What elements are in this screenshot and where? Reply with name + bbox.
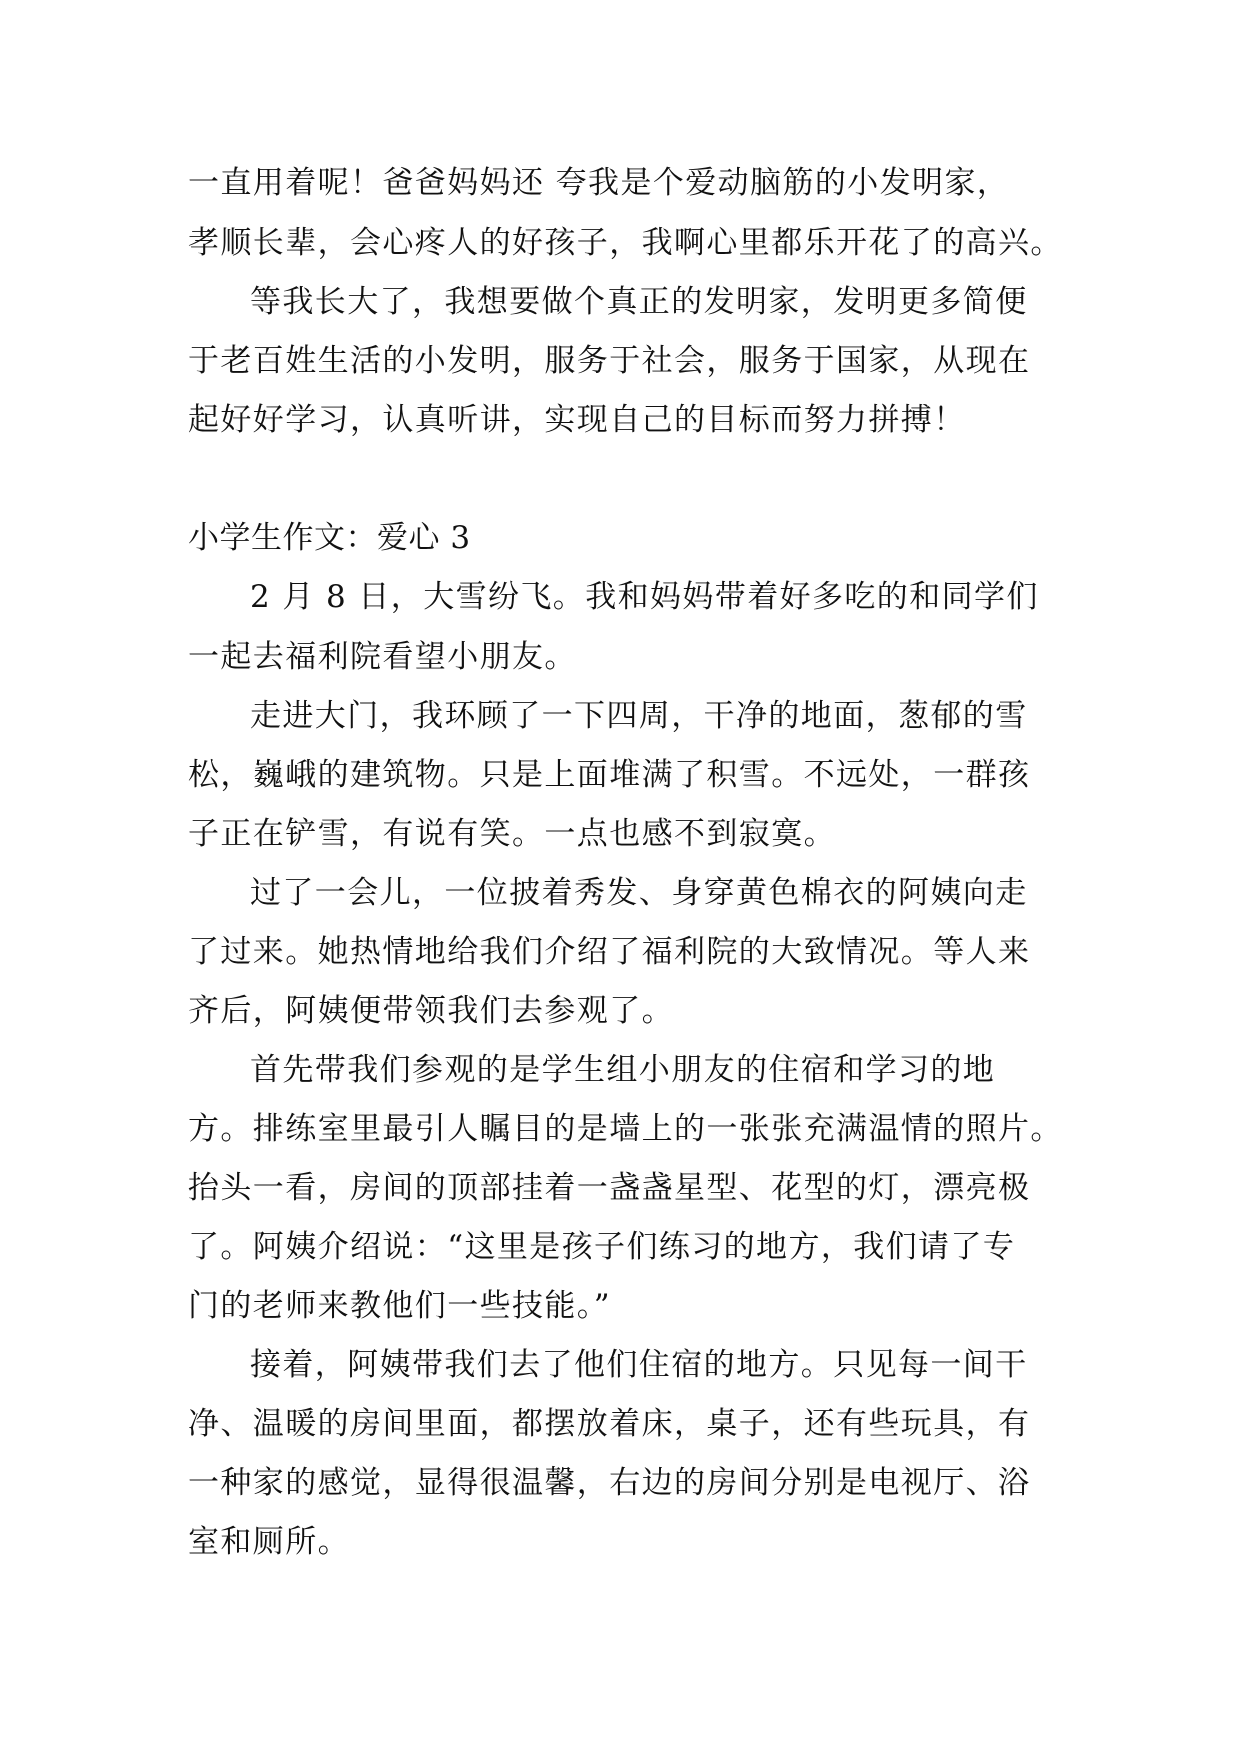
text-line: 过了一会儿，一位披着秀发、身穿黄色棉衣的阿姨向走 (250, 875, 1028, 911)
text-line: 孝顺长辈，会心疼人的好孩子，我啊心里都乐开花了的高兴。 (188, 225, 1063, 261)
text-line: 净、温暖的房间里面，都摆放着床，桌子，还有些玩具，有 (188, 1406, 1031, 1442)
text-line: 首先带我们参观的是学生组小朋友的住宿和学习的地 (250, 1052, 996, 1088)
text-line: 等我长大了，我想要做个真正的发明家，发明更多简便 (250, 284, 1028, 320)
section-heading: 小学生作文：爱心 3 (188, 520, 471, 556)
text-line: 门的老师来教他们一些技能。” (188, 1288, 611, 1324)
text-line: 2 月 8 日，大雪纷飞。我和妈妈带着好多吃的和同学们 (250, 579, 1039, 615)
text-line: 室和厕所。 (188, 1524, 350, 1560)
text-line: 抬头一看，房间的顶部挂着一盏盏星型、花型的灯，漂亮极 (188, 1170, 1031, 1206)
text-line: 起好好学习，认真听讲，实现自己的目标而努力拼搏！ (188, 402, 966, 438)
text-line: 于老百姓生活的小发明，服务于社会，服务于国家，从现在 (188, 343, 1031, 379)
text-line: 松，巍峨的建筑物。只是上面堆满了积雪。不远处，一群孩 (188, 757, 1031, 793)
text-line: 一直用着呢！爸爸妈妈还 夸我是个爱动脑筋的小发明家， (188, 165, 1010, 201)
text-line: 了过来。她热情地给我们介绍了福利院的大致情况。等人来 (188, 934, 1031, 970)
text-line: 子正在铲雪，有说有笑。一点也感不到寂寞。 (188, 816, 836, 852)
text-line: 了。阿姨介绍说：“这里是孩子们练习的地方，我们请了专 (188, 1229, 1016, 1265)
text-line: 接着，阿姨带我们去了他们住宿的地方。只见每一间干 (250, 1347, 1028, 1383)
text-line: 走进大门，我环顾了一下四周，干净的地面，葱郁的雪 (250, 698, 1028, 734)
text-line: 一起去福利院看望小朋友。 (188, 639, 577, 675)
text-line: 齐后，阿姨便带领我们去参观了。 (188, 993, 674, 1029)
text-line: 方。排练室里最引人瞩目的是墙上的一张张充满温情的照片。 (188, 1111, 1063, 1147)
text-line: 一种家的感觉，显得很温馨，右边的房间分别是电视厅、浴 (188, 1465, 1031, 1501)
